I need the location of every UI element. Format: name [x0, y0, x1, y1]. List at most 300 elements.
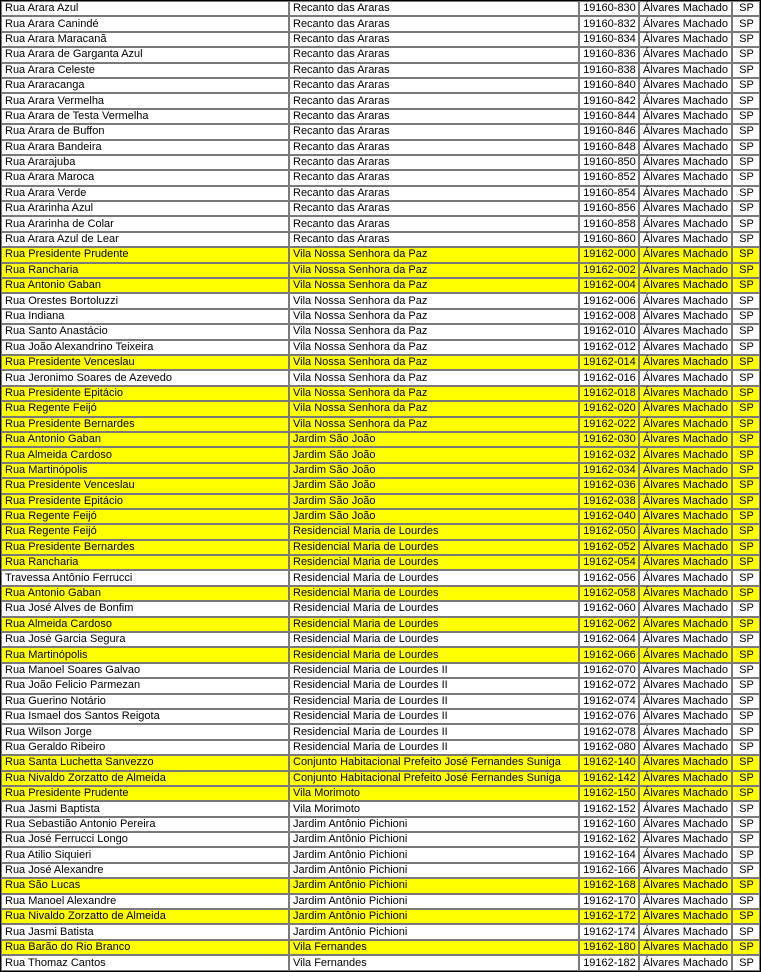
- city-cell: Álvares Machado: [639, 1, 732, 16]
- city-cell: Álvares Machado: [639, 909, 732, 924]
- table-row: [1, 694, 760, 709]
- neighborhood-cell: Jardim São João: [289, 509, 579, 524]
- state-cell: SP: [732, 447, 760, 462]
- cep-cell: 19162-142: [579, 771, 639, 786]
- street-cell: Rua São Lucas: [1, 878, 289, 893]
- cep-cell: 19162-016: [579, 370, 639, 385]
- cep-cell: 19162-164: [579, 847, 639, 862]
- state-cell: SP: [732, 63, 760, 78]
- city-cell: Álvares Machado: [639, 724, 732, 739]
- street-cell: Rua Regente Feijó: [1, 524, 289, 539]
- neighborhood-cell: Vila Nossa Senhora da Paz: [289, 309, 579, 324]
- street-cell: Rua Almeida Cardoso: [1, 617, 289, 632]
- neighborhood-cell: Vila Nossa Senhora da Paz: [289, 293, 579, 308]
- street-cell: Rua Ararinha Azul: [1, 201, 289, 216]
- neighborhood-cell: Jardim Antônio Pichioni: [289, 863, 579, 878]
- city-cell: Álvares Machado: [639, 801, 732, 816]
- table-row: [1, 494, 760, 509]
- state-cell: SP: [732, 863, 760, 878]
- neighborhood-cell: Jardim São João: [289, 447, 579, 462]
- table-row: [1, 401, 760, 416]
- table-row: [1, 140, 760, 155]
- neighborhood-cell: Vila Morimoto: [289, 786, 579, 801]
- table-row: [1, 1, 760, 16]
- city-cell: Álvares Machado: [639, 340, 732, 355]
- city-cell: Álvares Machado: [639, 740, 732, 755]
- neighborhood-cell: Residencial Maria de Lourdes: [289, 586, 579, 601]
- city-cell: Álvares Machado: [639, 93, 732, 108]
- cep-cell: 19160-846: [579, 124, 639, 139]
- street-cell: Rua Sebastião Antonio Pereira: [1, 817, 289, 832]
- state-cell: SP: [732, 755, 760, 770]
- city-cell: Álvares Machado: [639, 647, 732, 662]
- neighborhood-cell: Recanto das Araras: [289, 47, 579, 62]
- table-row: [1, 740, 760, 755]
- table-row: [1, 801, 760, 816]
- state-cell: SP: [732, 617, 760, 632]
- neighborhood-cell: Recanto das Araras: [289, 16, 579, 31]
- city-cell: Álvares Machado: [639, 324, 732, 339]
- cep-cell: 19162-070: [579, 663, 639, 678]
- city-cell: Álvares Machado: [639, 63, 732, 78]
- state-cell: SP: [732, 709, 760, 724]
- street-cell: Rua Antonio Gaban: [1, 278, 289, 293]
- city-cell: Álvares Machado: [639, 555, 732, 570]
- cep-cell: 19162-030: [579, 432, 639, 447]
- cep-cell: 19162-182: [579, 955, 639, 971]
- neighborhood-cell: Vila Nossa Senhora da Paz: [289, 324, 579, 339]
- neighborhood-cell: Jardim Antônio Pichioni: [289, 832, 579, 847]
- cep-cell: 19162-150: [579, 786, 639, 801]
- table-row: [1, 370, 760, 385]
- city-cell: Álvares Machado: [639, 771, 732, 786]
- street-cell: Rua Martinópolis: [1, 647, 289, 662]
- city-cell: Álvares Machado: [639, 878, 732, 893]
- state-cell: SP: [732, 940, 760, 955]
- street-cell: Rua Arara de Testa Vermelha: [1, 109, 289, 124]
- city-cell: Álvares Machado: [639, 216, 732, 231]
- cep-cell: 19162-064: [579, 632, 639, 647]
- street-cell: Rua Presidente Venceslau: [1, 478, 289, 493]
- state-cell: SP: [732, 232, 760, 247]
- neighborhood-cell: Residencial Maria de Lourdes: [289, 570, 579, 585]
- cep-cell: 19162-036: [579, 478, 639, 493]
- table-row: [1, 524, 760, 539]
- cep-cell: 19162-052: [579, 540, 639, 555]
- street-cell: Rua Arara Canindé: [1, 16, 289, 31]
- street-cell: Rua Presidente Prudente: [1, 247, 289, 262]
- cep-cell: 19162-032: [579, 447, 639, 462]
- neighborhood-cell: Recanto das Araras: [289, 186, 579, 201]
- cep-cell: 19162-054: [579, 555, 639, 570]
- city-cell: Álvares Machado: [639, 417, 732, 432]
- street-cell: Rua Jasmi Batista: [1, 924, 289, 939]
- state-cell: SP: [732, 417, 760, 432]
- table-row: [1, 263, 760, 278]
- city-cell: Álvares Machado: [639, 386, 732, 401]
- city-cell: Álvares Machado: [639, 894, 732, 909]
- cep-cell: 19160-842: [579, 93, 639, 108]
- state-cell: SP: [732, 832, 760, 847]
- cep-cell: 19160-856: [579, 201, 639, 216]
- state-cell: SP: [732, 201, 760, 216]
- street-cell: Rua Orestes Bortoluzzi: [1, 293, 289, 308]
- city-cell: Álvares Machado: [639, 278, 732, 293]
- table-row: [1, 109, 760, 124]
- city-cell: Álvares Machado: [639, 509, 732, 524]
- state-cell: SP: [732, 324, 760, 339]
- neighborhood-cell: Recanto das Araras: [289, 124, 579, 139]
- city-cell: Álvares Machado: [639, 478, 732, 493]
- state-cell: SP: [732, 509, 760, 524]
- table-row: [1, 570, 760, 585]
- street-cell: Rua Indiana: [1, 309, 289, 324]
- state-cell: SP: [732, 16, 760, 31]
- street-cell: Rua Ararinha de Colar: [1, 216, 289, 231]
- city-cell: Álvares Machado: [639, 494, 732, 509]
- city-cell: Álvares Machado: [639, 401, 732, 416]
- neighborhood-cell: Residencial Maria de Lourdes II: [289, 663, 579, 678]
- table-row: [1, 955, 760, 971]
- cep-cell: 19162-168: [579, 878, 639, 893]
- street-cell: Rua Presidente Epitácio: [1, 386, 289, 401]
- street-cell: Rua Jasmi Baptista: [1, 801, 289, 816]
- cep-cell: 19160-840: [579, 78, 639, 93]
- state-cell: SP: [732, 878, 760, 893]
- neighborhood-cell: Jardim Antônio Pichioni: [289, 878, 579, 893]
- street-cell: Rua Geraldo Ribeiro: [1, 740, 289, 755]
- street-cell: Rua Arara Azul de Lear: [1, 232, 289, 247]
- state-cell: SP: [732, 263, 760, 278]
- street-cell: Rua Arara Azul: [1, 1, 289, 16]
- neighborhood-cell: Residencial Maria de Lourdes II: [289, 694, 579, 709]
- cep-cell: 19162-012: [579, 340, 639, 355]
- state-cell: SP: [732, 817, 760, 832]
- table-row: [1, 340, 760, 355]
- state-cell: SP: [732, 432, 760, 447]
- table-row: [1, 32, 760, 47]
- street-cell: Rua José Garcia Segura: [1, 632, 289, 647]
- state-cell: SP: [732, 663, 760, 678]
- street-cell: Rua Ararajuba: [1, 155, 289, 170]
- neighborhood-cell: Recanto das Araras: [289, 232, 579, 247]
- state-cell: SP: [732, 278, 760, 293]
- neighborhood-cell: Jardim São João: [289, 494, 579, 509]
- neighborhood-cell: Recanto das Araras: [289, 201, 579, 216]
- table-row: [1, 93, 760, 108]
- neighborhood-cell: Vila Fernandes: [289, 940, 579, 955]
- state-cell: SP: [732, 355, 760, 370]
- street-cell: Rua Arara Celeste: [1, 63, 289, 78]
- table-row: [1, 78, 760, 93]
- state-cell: SP: [732, 155, 760, 170]
- street-cell: Rua Nivaldo Zorzatto de Almeida: [1, 771, 289, 786]
- neighborhood-cell: Vila Nossa Senhora da Paz: [289, 417, 579, 432]
- street-cell: Rua José Ferrucci Longo: [1, 832, 289, 847]
- state-cell: SP: [732, 740, 760, 755]
- neighborhood-cell: Recanto das Araras: [289, 140, 579, 155]
- street-cell: Rua Nivaldo Zorzatto de Almeida: [1, 909, 289, 924]
- street-cell: Rua Thomaz Cantos: [1, 955, 289, 971]
- city-cell: Álvares Machado: [639, 632, 732, 647]
- state-cell: SP: [732, 170, 760, 185]
- table-row: [1, 709, 760, 724]
- cep-cell: 19162-034: [579, 463, 639, 478]
- state-cell: SP: [732, 47, 760, 62]
- cep-cell: 19162-180: [579, 940, 639, 955]
- city-cell: Álvares Machado: [639, 170, 732, 185]
- state-cell: SP: [732, 78, 760, 93]
- neighborhood-cell: Recanto das Araras: [289, 93, 579, 108]
- city-cell: Álvares Machado: [639, 940, 732, 955]
- state-cell: SP: [732, 647, 760, 662]
- cep-cell: 19162-010: [579, 324, 639, 339]
- cep-cell: 19162-140: [579, 755, 639, 770]
- table-row: [1, 771, 760, 786]
- city-cell: Álvares Machado: [639, 370, 732, 385]
- street-cell: Rua Arara de Buffon: [1, 124, 289, 139]
- cep-cell: 19162-160: [579, 817, 639, 832]
- neighborhood-cell: Recanto das Araras: [289, 109, 579, 124]
- neighborhood-cell: Vila Fernandes: [289, 955, 579, 971]
- state-cell: SP: [732, 570, 760, 585]
- table-row: [1, 755, 760, 770]
- city-cell: Álvares Machado: [639, 924, 732, 939]
- neighborhood-cell: Jardim São João: [289, 478, 579, 493]
- state-cell: SP: [732, 247, 760, 262]
- city-cell: Álvares Machado: [639, 109, 732, 124]
- street-cell: Rua José Alexandre: [1, 863, 289, 878]
- city-cell: Álvares Machado: [639, 663, 732, 678]
- street-cell: Rua Wilson Jorge: [1, 724, 289, 739]
- table-row: [1, 586, 760, 601]
- neighborhood-cell: Residencial Maria de Lourdes: [289, 540, 579, 555]
- table-row: [1, 509, 760, 524]
- table-row: [1, 293, 760, 308]
- table-row: [1, 555, 760, 570]
- street-cell: Rua Regente Feijó: [1, 401, 289, 416]
- city-cell: Álvares Machado: [639, 186, 732, 201]
- state-cell: SP: [732, 186, 760, 201]
- state-cell: SP: [732, 524, 760, 539]
- table-row: [1, 155, 760, 170]
- street-cell: Rua Arara Maroca: [1, 170, 289, 185]
- cep-cell: 19162-018: [579, 386, 639, 401]
- city-cell: Álvares Machado: [639, 863, 732, 878]
- cep-cell: 19162-172: [579, 909, 639, 924]
- table-row: [1, 186, 760, 201]
- state-cell: SP: [732, 1, 760, 16]
- table-row: [1, 863, 760, 878]
- cep-cell: 19162-058: [579, 586, 639, 601]
- neighborhood-cell: Residencial Maria de Lourdes: [289, 632, 579, 647]
- table-row: [1, 909, 760, 924]
- table-row: [1, 386, 760, 401]
- cep-cell: 19160-858: [579, 216, 639, 231]
- cep-cell: 19160-834: [579, 32, 639, 47]
- neighborhood-cell: Jardim Antônio Pichioni: [289, 924, 579, 939]
- neighborhood-cell: Vila Nossa Senhora da Paz: [289, 355, 579, 370]
- state-cell: SP: [732, 909, 760, 924]
- state-cell: SP: [732, 555, 760, 570]
- city-cell: Álvares Machado: [639, 586, 732, 601]
- cep-cell: 19162-162: [579, 832, 639, 847]
- city-cell: Álvares Machado: [639, 709, 732, 724]
- city-cell: Álvares Machado: [639, 32, 732, 47]
- cep-cell: 19162-078: [579, 724, 639, 739]
- table-row: [1, 940, 760, 955]
- neighborhood-cell: Residencial Maria de Lourdes II: [289, 740, 579, 755]
- cep-cell: 19160-854: [579, 186, 639, 201]
- state-cell: SP: [732, 771, 760, 786]
- neighborhood-cell: Vila Nossa Senhora da Paz: [289, 263, 579, 278]
- street-cell: Rua Presidente Bernardes: [1, 417, 289, 432]
- neighborhood-cell: Vila Nossa Senhora da Paz: [289, 278, 579, 293]
- neighborhood-cell: Vila Nossa Senhora da Paz: [289, 401, 579, 416]
- table-row: [1, 124, 760, 139]
- cep-cell: 19162-000: [579, 247, 639, 262]
- cep-cell: 19162-050: [579, 524, 639, 539]
- cep-cell: 19162-022: [579, 417, 639, 432]
- neighborhood-cell: Residencial Maria de Lourdes: [289, 617, 579, 632]
- street-cell: Travessa Antônio Ferrucci: [1, 570, 289, 585]
- neighborhood-cell: Jardim Antônio Pichioni: [289, 894, 579, 909]
- table-row: [1, 540, 760, 555]
- neighborhood-cell: Residencial Maria de Lourdes: [289, 647, 579, 662]
- cep-cell: 19162-166: [579, 863, 639, 878]
- cep-cell: 19160-832: [579, 16, 639, 31]
- table-row: [1, 647, 760, 662]
- city-cell: Álvares Machado: [639, 832, 732, 847]
- city-cell: Álvares Machado: [639, 355, 732, 370]
- street-cell: Rua Antonio Gaban: [1, 432, 289, 447]
- table-row: [1, 878, 760, 893]
- neighborhood-cell: Jardim Antônio Pichioni: [289, 847, 579, 862]
- state-cell: SP: [732, 370, 760, 385]
- city-cell: Álvares Machado: [639, 524, 732, 539]
- city-cell: Álvares Machado: [639, 955, 732, 971]
- street-cell: Rua Rancharia: [1, 263, 289, 278]
- street-cell: Rua Santa Luchetta Sanvezzo: [1, 755, 289, 770]
- neighborhood-cell: Recanto das Araras: [289, 155, 579, 170]
- street-cell: Rua Guerino Notário: [1, 694, 289, 709]
- street-cell: Rua Arara Verde: [1, 186, 289, 201]
- city-cell: Álvares Machado: [639, 232, 732, 247]
- cep-cell: 19160-830: [579, 1, 639, 16]
- street-cell: Rua Jeronimo Soares de Azevedo: [1, 370, 289, 385]
- cep-cell: 19162-002: [579, 263, 639, 278]
- street-cell: Rua Manoel Soares Galvao: [1, 663, 289, 678]
- state-cell: SP: [732, 632, 760, 647]
- state-cell: SP: [732, 124, 760, 139]
- state-cell: SP: [732, 216, 760, 231]
- street-cell: Rua Martinópolis: [1, 463, 289, 478]
- neighborhood-cell: Recanto das Araras: [289, 32, 579, 47]
- table-row: [1, 478, 760, 493]
- table-row: [1, 170, 760, 185]
- neighborhood-cell: Conjunto Habitacional Prefeito José Fernandes Suniga: [289, 771, 579, 786]
- state-cell: SP: [732, 293, 760, 308]
- street-cell: Rua Atilio Siquieri: [1, 847, 289, 862]
- neighborhood-cell: Jardim São João: [289, 463, 579, 478]
- table-row: [1, 832, 760, 847]
- table-row: [1, 47, 760, 62]
- neighborhood-cell: Recanto das Araras: [289, 170, 579, 185]
- state-cell: SP: [732, 678, 760, 693]
- neighborhood-cell: Residencial Maria de Lourdes: [289, 524, 579, 539]
- state-cell: SP: [732, 955, 760, 971]
- city-cell: Álvares Machado: [639, 140, 732, 155]
- city-cell: Álvares Machado: [639, 263, 732, 278]
- state-cell: SP: [732, 401, 760, 416]
- table-row: [1, 324, 760, 339]
- table-row: [1, 417, 760, 432]
- table-row: [1, 432, 760, 447]
- neighborhood-cell: Vila Nossa Senhora da Paz: [289, 340, 579, 355]
- cep-cell: 19162-174: [579, 924, 639, 939]
- city-cell: Álvares Machado: [639, 201, 732, 216]
- city-cell: Álvares Machado: [639, 755, 732, 770]
- table-row: [1, 232, 760, 247]
- neighborhood-cell: Vila Morimoto: [289, 801, 579, 816]
- cep-cell: 19160-860: [579, 232, 639, 247]
- city-cell: Álvares Machado: [639, 694, 732, 709]
- street-cell: Rua Rancharia: [1, 555, 289, 570]
- cep-cell: 19162-062: [579, 617, 639, 632]
- table-row: [1, 724, 760, 739]
- cep-cell: 19162-152: [579, 801, 639, 816]
- cep-cell: 19162-008: [579, 309, 639, 324]
- street-cell: Rua Arara Bandeira: [1, 140, 289, 155]
- cep-cell: 19160-852: [579, 170, 639, 185]
- city-cell: Álvares Machado: [639, 78, 732, 93]
- cep-cell: 19160-836: [579, 47, 639, 62]
- street-cell: Rua Presidente Prudente: [1, 786, 289, 801]
- street-cell: Rua Arara Vermelha: [1, 93, 289, 108]
- cep-cell: 19162-066: [579, 647, 639, 662]
- neighborhood-cell: Conjunto Habitacional Prefeito José Fernandes Suniga: [289, 755, 579, 770]
- cep-cell: 19162-076: [579, 709, 639, 724]
- neighborhood-cell: Residencial Maria de Lourdes II: [289, 709, 579, 724]
- cep-cell: 19162-170: [579, 894, 639, 909]
- state-cell: SP: [732, 93, 760, 108]
- street-cell: Rua Ismael dos Santos Reigota: [1, 709, 289, 724]
- street-cell: Rua Barão do Rio Branco: [1, 940, 289, 955]
- table-row: [1, 817, 760, 832]
- city-cell: Álvares Machado: [639, 447, 732, 462]
- city-cell: Álvares Machado: [639, 432, 732, 447]
- state-cell: SP: [732, 801, 760, 816]
- city-cell: Álvares Machado: [639, 293, 732, 308]
- cep-cell: 19162-056: [579, 570, 639, 585]
- table-row: [1, 278, 760, 293]
- neighborhood-cell: Jardim Antônio Pichioni: [289, 909, 579, 924]
- state-cell: SP: [732, 140, 760, 155]
- cep-cell: 19160-848: [579, 140, 639, 155]
- state-cell: SP: [732, 847, 760, 862]
- neighborhood-cell: Vila Nossa Senhora da Paz: [289, 370, 579, 385]
- state-cell: SP: [732, 386, 760, 401]
- table-row: [1, 617, 760, 632]
- table-row: [1, 309, 760, 324]
- neighborhood-cell: Recanto das Araras: [289, 78, 579, 93]
- state-cell: SP: [732, 32, 760, 47]
- table-row: [1, 786, 760, 801]
- cep-cell: 19160-838: [579, 63, 639, 78]
- state-cell: SP: [732, 586, 760, 601]
- cep-cell: 19160-850: [579, 155, 639, 170]
- neighborhood-cell: Recanto das Araras: [289, 216, 579, 231]
